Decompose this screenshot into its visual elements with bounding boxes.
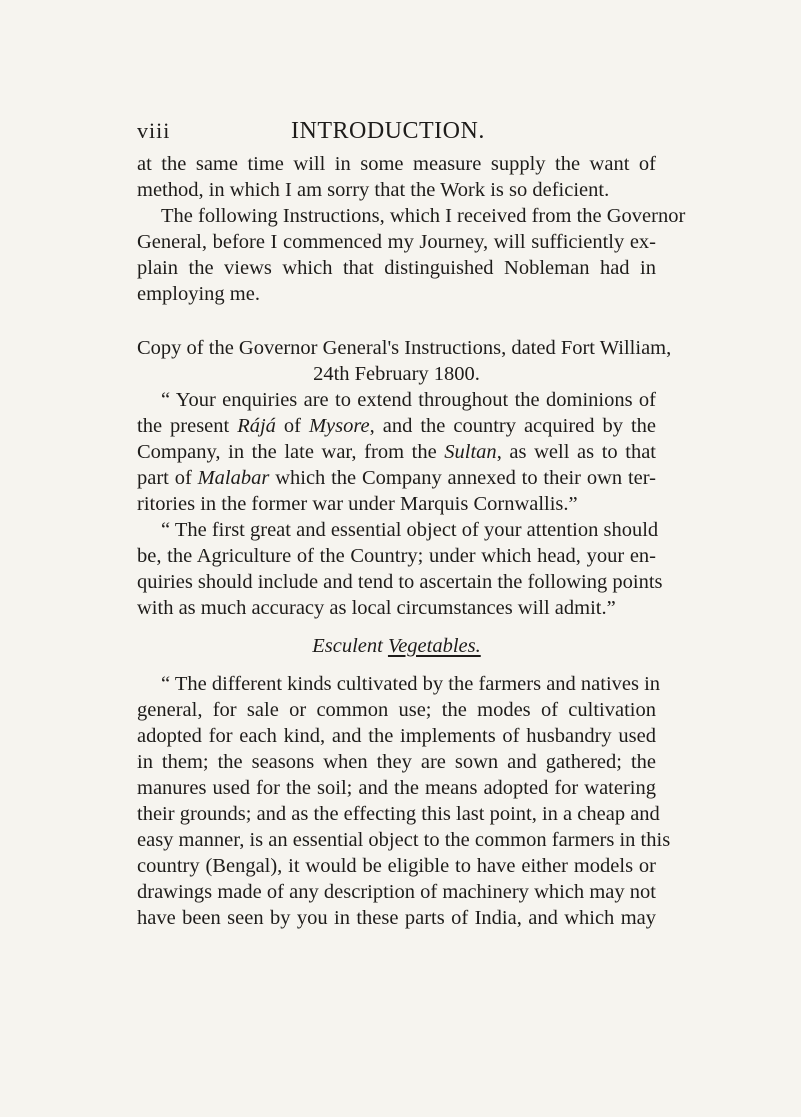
text-line: in them; the seasons when they are sown and gathered; the [137,751,656,773]
instructions-date-line: 24th February 1800. [313,363,480,385]
text-line: The following Instructions, which I received from the Governor [161,205,686,227]
section-heading: Esculent Vegetables. [312,635,481,657]
italic-term: Rájá [237,415,276,437]
instructions-heading-line: Copy of the Governor General's Instructions, dated Fort William, [137,337,672,359]
text-line: drawings made of any description of machinery which may not [137,881,656,903]
italic-term: Sultan [444,441,497,463]
spacer [137,621,656,633]
text-line: at the same time will in some measure supply the want of [137,153,656,175]
text-line: ritories in the former war under Marquis Cornwallis.” [137,493,578,515]
text-line: method, in which I am sorry that the Work is so deficient. [137,179,610,201]
running-head: INTRODUCTION. [291,118,485,144]
text-line: have been seen by you in these parts of India, and which may [137,907,656,929]
text-line: “ Your enquiries are to extend throughout the dominions of [161,389,656,411]
text-line: the present Rájá of Mysore, and the country acquired by the [137,415,656,437]
text-line: “ The first great and essential object of your attention should [161,519,659,541]
page-header [137,118,657,146]
text-line: Company, in the late war, from the Sultan, as well as to that [137,441,656,463]
body-text [137,151,686,931]
text-line: their grounds; and as the effecting this last point, in a cheap and [137,803,660,825]
spacer [137,659,656,671]
text-line: with as much accuracy as local circumstances will admit.” [137,597,616,619]
text-line: easy manner, is an essential object to the common farmers in this [137,829,671,851]
text-line: adopted for each kind, and the implements of husbandry used [137,725,656,747]
text-line: country (Bengal), it would be eligible to have either models or [137,855,656,877]
italic-term: Malabar [197,467,270,489]
text-line: general, for sale or common use; the modes of cultivation [137,699,656,721]
text-line: manures used for the soil; and the means adopted for watering [137,777,656,799]
spacer [137,307,656,335]
text-line: part of Malabar which the Company annexed to their own ter- [137,467,656,489]
text-line: be, the Agriculture of the Country; under which head, your en- [137,545,656,567]
italic-term: Mysore [308,415,370,437]
text-line: quiries should include and tend to ascertain the following points [137,571,663,593]
text-line: General, before I commenced my Journey, will sufficiently ex- [137,231,656,253]
text-line: plain the views which that distinguished Nobleman had in [137,257,656,279]
text-line: “ The different kinds cultivated by the farmers and natives in [161,673,661,695]
page-number: viii [137,118,171,143]
text-line: employing me. [137,283,260,305]
